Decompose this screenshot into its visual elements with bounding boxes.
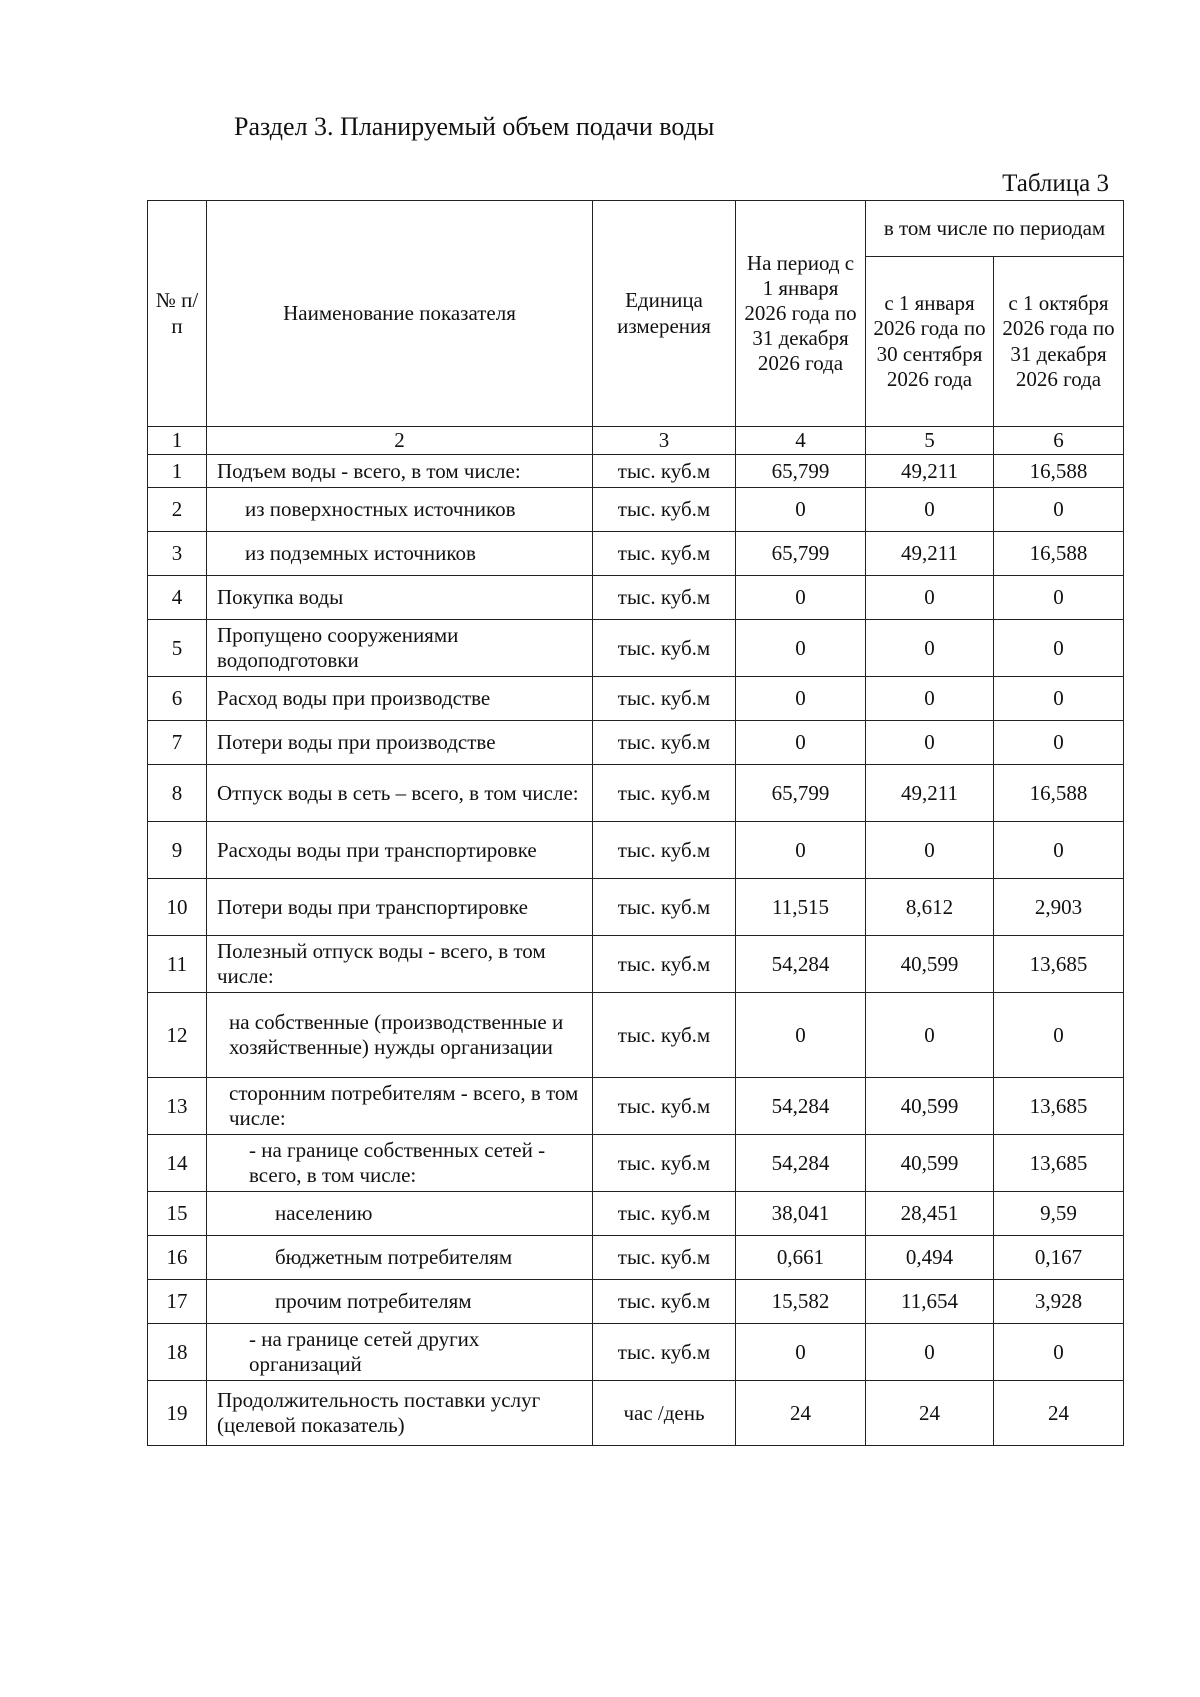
period-1-value: 0 bbox=[866, 488, 994, 532]
period-1-value: 11,654 bbox=[866, 1280, 994, 1324]
total-value: 0 bbox=[736, 677, 866, 721]
unit-cell: тыс. куб.м bbox=[593, 1135, 736, 1192]
row-number: 12 bbox=[148, 993, 207, 1078]
period-1-value: 40,599 bbox=[866, 1078, 994, 1135]
period-1-value: 28,451 bbox=[866, 1192, 994, 1236]
water-supply-table bbox=[147, 200, 1124, 1446]
row-number: 17 bbox=[148, 1280, 207, 1324]
table-row bbox=[148, 677, 1124, 721]
row-number: 13 bbox=[148, 1078, 207, 1135]
period-2-value: 13,685 bbox=[994, 936, 1124, 993]
unit-cell: тыс. куб.м bbox=[593, 879, 736, 936]
table-row bbox=[148, 1381, 1124, 1446]
period-2-value: 3,928 bbox=[994, 1280, 1124, 1324]
table-label: Таблица 3 bbox=[1002, 170, 1109, 197]
row-number: 18 bbox=[148, 1324, 207, 1381]
total-value: 38,041 bbox=[736, 1192, 866, 1236]
table-row bbox=[148, 1236, 1124, 1280]
unit-cell: тыс. куб.м bbox=[593, 576, 736, 620]
unit-cell: тыс. куб.м bbox=[593, 993, 736, 1078]
row-number: 5 bbox=[148, 620, 207, 677]
period-2-value: 0 bbox=[994, 721, 1124, 765]
unit-cell: тыс. куб.м bbox=[593, 765, 736, 822]
table-row bbox=[148, 765, 1124, 822]
row-number: 7 bbox=[148, 721, 207, 765]
header-including: в том числе по периодам bbox=[866, 201, 1124, 257]
total-value: 0 bbox=[736, 822, 866, 879]
total-value: 0 bbox=[736, 1324, 866, 1381]
total-value: 0 bbox=[736, 721, 866, 765]
total-value: 15,582 bbox=[736, 1280, 866, 1324]
period-1-value: 49,211 bbox=[866, 532, 994, 576]
period-2-value: 2,903 bbox=[994, 879, 1124, 936]
unit-cell: тыс. куб.м bbox=[593, 620, 736, 677]
period-1-value: 49,211 bbox=[866, 455, 994, 488]
period-1-value: 0 bbox=[866, 677, 994, 721]
period-1-value: 24 bbox=[866, 1381, 994, 1446]
table-row bbox=[148, 576, 1124, 620]
table-row bbox=[148, 879, 1124, 936]
section-title: Раздел 3. Планируемый объем подачи воды bbox=[234, 112, 715, 141]
column-number: 6 bbox=[994, 427, 1124, 455]
table-row bbox=[148, 488, 1124, 532]
total-value: 54,284 bbox=[736, 1135, 866, 1192]
table-body bbox=[148, 455, 1124, 1446]
table-row bbox=[148, 1324, 1124, 1381]
indicator-name: Расходы воды при транспортировке bbox=[207, 822, 593, 879]
period-2-value: 24 bbox=[994, 1381, 1124, 1446]
table-row bbox=[148, 721, 1124, 765]
period-1-value: 0 bbox=[866, 620, 994, 677]
table-row bbox=[148, 822, 1124, 879]
unit-cell: тыс. куб.м bbox=[593, 1236, 736, 1280]
total-value: 0 bbox=[736, 576, 866, 620]
indicator-name: населению bbox=[207, 1192, 593, 1236]
indicator-name: Потери воды при производстве bbox=[207, 721, 593, 765]
unit-cell: тыс. куб.м bbox=[593, 721, 736, 765]
header-period-1: с 1 января 2026 года по 30 сентября 2026 года bbox=[866, 257, 994, 427]
column-number: 5 bbox=[866, 427, 994, 455]
period-1-value: 0 bbox=[866, 993, 994, 1078]
period-2-value: 16,588 bbox=[994, 532, 1124, 576]
period-1-value: 0,494 bbox=[866, 1236, 994, 1280]
indicator-name: Потери воды при транспортировке bbox=[207, 879, 593, 936]
indicator-name: Продолжительность поставки услуг (целевой показатель) bbox=[207, 1381, 593, 1446]
unit-cell: тыс. куб.м bbox=[593, 455, 736, 488]
row-number: 16 bbox=[148, 1236, 207, 1280]
table-row bbox=[148, 455, 1124, 488]
row-number: 6 bbox=[148, 677, 207, 721]
period-2-value: 0 bbox=[994, 822, 1124, 879]
row-number: 2 bbox=[148, 488, 207, 532]
column-number: 4 bbox=[736, 427, 866, 455]
unit-cell: тыс. куб.м bbox=[593, 822, 736, 879]
period-1-value: 0 bbox=[866, 822, 994, 879]
period-2-value: 0 bbox=[994, 993, 1124, 1078]
total-value: 0 bbox=[736, 488, 866, 532]
period-2-value: 9,59 bbox=[994, 1192, 1124, 1236]
period-2-value: 13,685 bbox=[994, 1078, 1124, 1135]
indicator-name: из поверхностных источников bbox=[207, 488, 593, 532]
period-1-value: 0 bbox=[866, 576, 994, 620]
column-number: 2 bbox=[207, 427, 593, 455]
total-value: 54,284 bbox=[736, 936, 866, 993]
row-number: 11 bbox=[148, 936, 207, 993]
row-number: 8 bbox=[148, 765, 207, 822]
unit-cell: тыс. куб.м bbox=[593, 532, 736, 576]
header-unit: Единица измерения bbox=[593, 201, 736, 427]
unit-cell: тыс. куб.м bbox=[593, 936, 736, 993]
indicator-name: Отпуск воды в сеть – всего, в том числе: bbox=[207, 765, 593, 822]
total-value: 24 bbox=[736, 1381, 866, 1446]
table-row bbox=[148, 620, 1124, 677]
unit-cell: тыс. куб.м bbox=[593, 677, 736, 721]
unit-cell: тыс. куб.м bbox=[593, 1280, 736, 1324]
table-row bbox=[148, 1280, 1124, 1324]
indicator-name: Подъем воды - всего, в том числе: bbox=[207, 455, 593, 488]
row-number: 15 bbox=[148, 1192, 207, 1236]
row-number: 4 bbox=[148, 576, 207, 620]
indicator-name: Расход воды при производстве bbox=[207, 677, 593, 721]
period-1-value: 8,612 bbox=[866, 879, 994, 936]
indicator-name: прочим потребителям bbox=[207, 1280, 593, 1324]
total-value: 0 bbox=[736, 993, 866, 1078]
indicator-name: Пропущено сооружениями водоподготовки bbox=[207, 620, 593, 677]
row-number: 14 bbox=[148, 1135, 207, 1192]
table-row bbox=[148, 532, 1124, 576]
period-2-value: 0 bbox=[994, 620, 1124, 677]
total-value: 65,799 bbox=[736, 455, 866, 488]
period-2-value: 0 bbox=[994, 488, 1124, 532]
period-2-value: 0 bbox=[994, 677, 1124, 721]
period-2-value: 13,685 bbox=[994, 1135, 1124, 1192]
indicator-name: - на границе собственных сетей - всего, в том числе: bbox=[207, 1135, 593, 1192]
indicator-name: бюджетным потребителям bbox=[207, 1236, 593, 1280]
unit-cell: тыс. куб.м bbox=[593, 488, 736, 532]
header-name: Наименование показателя bbox=[207, 201, 593, 427]
row-number: 3 bbox=[148, 532, 207, 576]
row-number: 9 bbox=[148, 822, 207, 879]
header-period-2: с 1 октября 2026 года по 31 декабря 2026 года bbox=[994, 257, 1124, 427]
table-row bbox=[148, 1135, 1124, 1192]
row-number: 1 bbox=[148, 455, 207, 488]
indicator-name: Покупка воды bbox=[207, 576, 593, 620]
total-value: 65,799 bbox=[736, 765, 866, 822]
total-value: 11,515 bbox=[736, 879, 866, 936]
header-num: № п/п bbox=[148, 201, 207, 427]
unit-cell: тыс. куб.м bbox=[593, 1192, 736, 1236]
table-row bbox=[148, 936, 1124, 993]
column-numbers-row bbox=[148, 427, 1124, 455]
period-1-value: 49,211 bbox=[866, 765, 994, 822]
total-value: 65,799 bbox=[736, 532, 866, 576]
period-2-value: 0 bbox=[994, 576, 1124, 620]
period-1-value: 40,599 bbox=[866, 1135, 994, 1192]
total-value: 0,661 bbox=[736, 1236, 866, 1280]
unit-cell: тыс. куб.м bbox=[593, 1078, 736, 1135]
indicator-name: на собственные (производственные и хозяйственные) нужды организации bbox=[207, 993, 593, 1078]
header-total-period: На период с 1 января 2026 года по 31 декабря 2026 года bbox=[736, 201, 866, 427]
table-row bbox=[148, 1192, 1124, 1236]
period-1-value: 0 bbox=[866, 1324, 994, 1381]
unit-cell: час /день bbox=[593, 1381, 736, 1446]
period-2-value: 0,167 bbox=[994, 1236, 1124, 1280]
period-1-value: 40,599 bbox=[866, 936, 994, 993]
total-value: 54,284 bbox=[736, 1078, 866, 1135]
table-row bbox=[148, 993, 1124, 1078]
unit-cell: тыс. куб.м bbox=[593, 1324, 736, 1381]
period-2-value: 0 bbox=[994, 1324, 1124, 1381]
total-value: 0 bbox=[736, 620, 866, 677]
period-2-value: 16,588 bbox=[994, 765, 1124, 822]
indicator-name: из подземных источников bbox=[207, 532, 593, 576]
column-number: 1 bbox=[148, 427, 207, 455]
column-number: 3 bbox=[593, 427, 736, 455]
row-number: 10 bbox=[148, 879, 207, 936]
period-1-value: 0 bbox=[866, 721, 994, 765]
indicator-name: - на границе сетей других организаций bbox=[207, 1324, 593, 1381]
period-2-value: 16,588 bbox=[994, 455, 1124, 488]
indicator-name: Полезный отпуск воды - всего, в том числе: bbox=[207, 936, 593, 993]
table-row bbox=[148, 1078, 1124, 1135]
row-number: 19 bbox=[148, 1381, 207, 1446]
indicator-name: сторонним потребителям - всего, в том числе: bbox=[207, 1078, 593, 1135]
